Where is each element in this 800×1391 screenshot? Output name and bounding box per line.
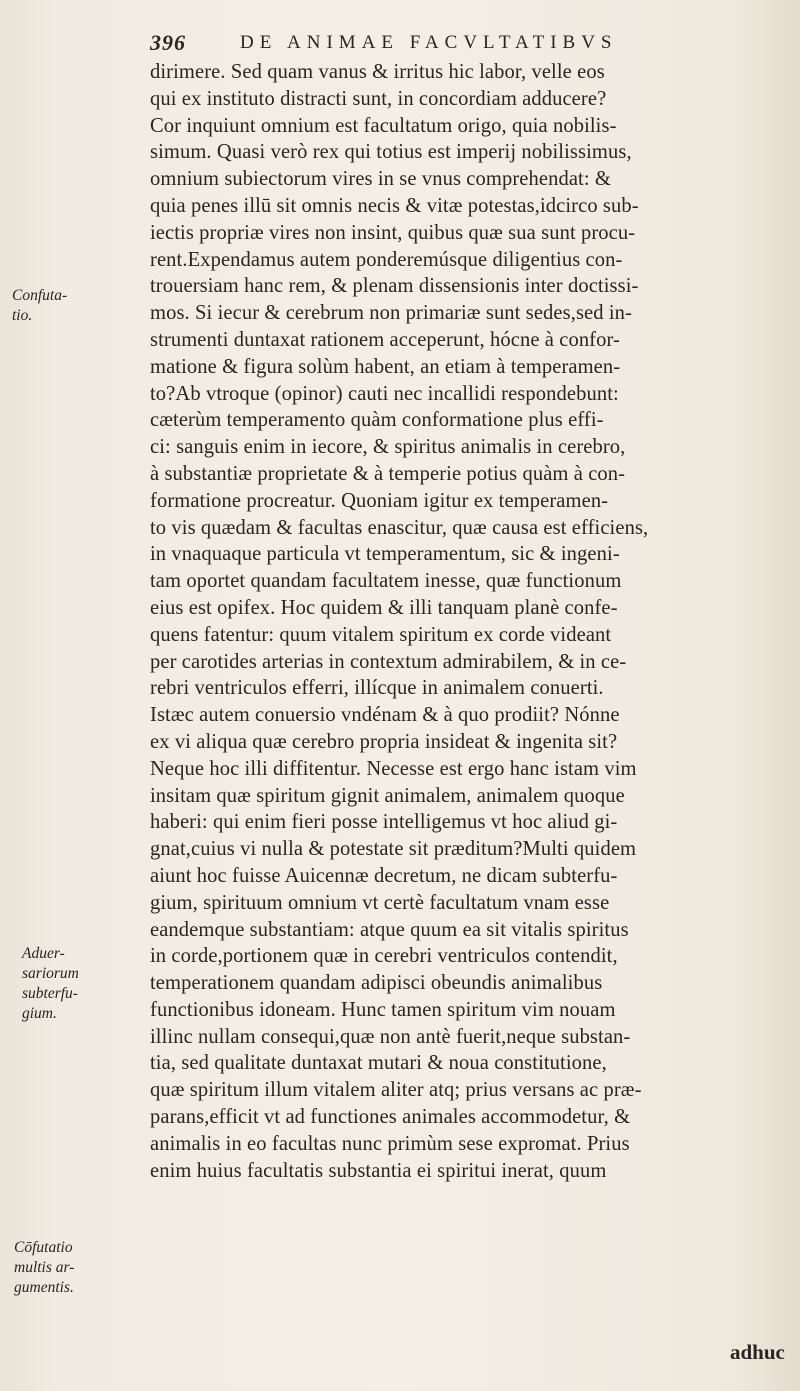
text-line: iectis propriæ vires non insint, quibus quæ sua sunt procu- bbox=[150, 219, 636, 244]
text-line: simum. Quasi verò rex qui totius est imperij nobilissimus, bbox=[150, 139, 632, 164]
text-line: tia, sed qualitate duntaxat mutari & noua constitutione, bbox=[150, 1050, 607, 1075]
marginal-note bbox=[12, 286, 67, 326]
text-line: cæterùm temperamento quàm conformatione plus effi- bbox=[150, 407, 604, 432]
text-line: strumenti duntaxat rationem acceperunt, hócne à confor- bbox=[150, 326, 620, 351]
text-line: to?Ab vtroque (opinor) cauti nec incallidi respondebunt: bbox=[150, 380, 619, 405]
text-line: omnium subiectorum vires in se vnus comprehendat: & bbox=[150, 166, 611, 191]
text-line: ex vi aliqua quæ cerebro propria insideat & ingenita sit? bbox=[150, 728, 618, 753]
marginal-note-line: Confuta- bbox=[12, 287, 68, 304]
text-line: illinc nullam consequi,quæ non antè fuerit,neque substan- bbox=[150, 1023, 631, 1048]
text-line: per carotides arterias in contextum admirabilem, & in ce- bbox=[150, 648, 627, 673]
text-line: quens fatentur: quum vitalem spiritum ex corde videant bbox=[150, 621, 612, 646]
text-line: enim huius facultatis substantia ei spiritui inerat, quum bbox=[150, 1157, 607, 1182]
text-line: parans,efficit vt ad functiones animales accommodetur, & bbox=[150, 1104, 631, 1129]
body-text bbox=[150, 58, 800, 1183]
text-line: gnat,cuius vi nulla & potestate sit præditum?Multi quidem bbox=[150, 836, 637, 861]
text-line: qui ex instituto distracti sunt, in concordiam adducere? bbox=[150, 85, 607, 110]
text-line: Neque hoc illi diffitentur. Necesse est ergo hanc istam vim bbox=[150, 755, 637, 780]
marginal-note-line: Cōfutatio bbox=[14, 1239, 73, 1256]
text-line: quia penes illū sit omnis necis & vitæ potestas,idcirco sub- bbox=[150, 192, 639, 217]
text-line: aiunt hoc fuisse Auicennæ decretum, ne dicam subterfu- bbox=[150, 862, 618, 887]
text-line: eius est opifex. Hoc quidem & illi tanquam planè confe- bbox=[150, 594, 618, 619]
page-header bbox=[150, 30, 770, 60]
text-line: functionibus idoneam. Hunc tamen spiritum vim nouam bbox=[150, 996, 616, 1021]
marginal-note bbox=[14, 1238, 74, 1298]
text-line: Cor inquiunt omnium est facultatum origo, quia nobilis- bbox=[150, 112, 617, 137]
catchword: adhuc bbox=[730, 1340, 785, 1364]
text-line: temperationem quandam adipisci obeundis animalibus bbox=[150, 970, 603, 995]
text-line: tam oportet quandam facultatem inesse, quæ functionum bbox=[150, 568, 622, 593]
text-line: animalis in eo facultas nunc primùm sese expromat. Prius bbox=[150, 1130, 630, 1155]
marginal-note-line: tio. bbox=[12, 307, 33, 324]
marginal-note-line: multis ar- bbox=[14, 1259, 75, 1276]
text-line: to vis quædam & facultas enascitur, quæ causa est efficiens, bbox=[150, 514, 649, 539]
marginal-note-line: sariorum bbox=[22, 965, 79, 982]
text-line: insitam quæ spiritum gignit animalem, animalem quoque bbox=[150, 782, 625, 807]
text-line: trouersiam hanc rem, & plenam dissensionis inter doctissi- bbox=[150, 273, 639, 298]
text-line: quæ spiritum illum vitalem aliter atq; prius versans ac præ- bbox=[150, 1077, 642, 1102]
text-line: ci: sanguis enim in iecore, & spiritus animalis in cerebro, bbox=[150, 434, 626, 459]
text-line: dirimere. Sed quam vanus & irritus hic labor, velle eos bbox=[150, 59, 605, 83]
marginal-note-line: gium. bbox=[22, 1005, 57, 1022]
text-line: mos. Si iecur & cerebrum non primariæ sunt sedes,sed in- bbox=[150, 300, 633, 325]
page-number: 396 bbox=[150, 30, 186, 55]
text-line: in vnaquaque particula vt temperamentum, sic & ingeni- bbox=[150, 541, 620, 566]
marginal-note bbox=[22, 944, 79, 1024]
text-line: formatione procreatur. Quoniam igitur ex temperamen- bbox=[150, 487, 609, 512]
text-line: rent.Expendamus autem ponderemúsque diligentius con- bbox=[150, 246, 623, 271]
marginal-note-line: gumentis. bbox=[14, 1279, 74, 1296]
text-line: haberi: qui enim fieri posse intelligemus vt hoc aliud gi- bbox=[150, 809, 618, 834]
text-line: eandemque substantiam: atque quum ea sit vitalis spiritus bbox=[150, 916, 629, 941]
marginal-note-line: subterfu- bbox=[22, 985, 78, 1002]
text-line: à substantiæ proprietate & à temperie potius quàm à con- bbox=[150, 460, 626, 485]
text-line: rebri ventriculos efferri, illícque in animalem conuerti. bbox=[150, 675, 604, 700]
text-line: in corde,portionem quæ in cerebri ventriculos contendit, bbox=[150, 943, 618, 968]
marginal-note-line: Aduer- bbox=[22, 945, 65, 962]
running-head: DE ANIMAE FACVLTATIBVS bbox=[240, 32, 618, 53]
text-line: Istæc autem conuersio vndénam & à quo prodiit? Nónne bbox=[150, 702, 620, 727]
text-line: gium, spirituum omnium vt certè facultatum vnam esse bbox=[150, 889, 610, 914]
text-line: matione & figura solùm habent, an etiam à temperamen- bbox=[150, 353, 621, 378]
